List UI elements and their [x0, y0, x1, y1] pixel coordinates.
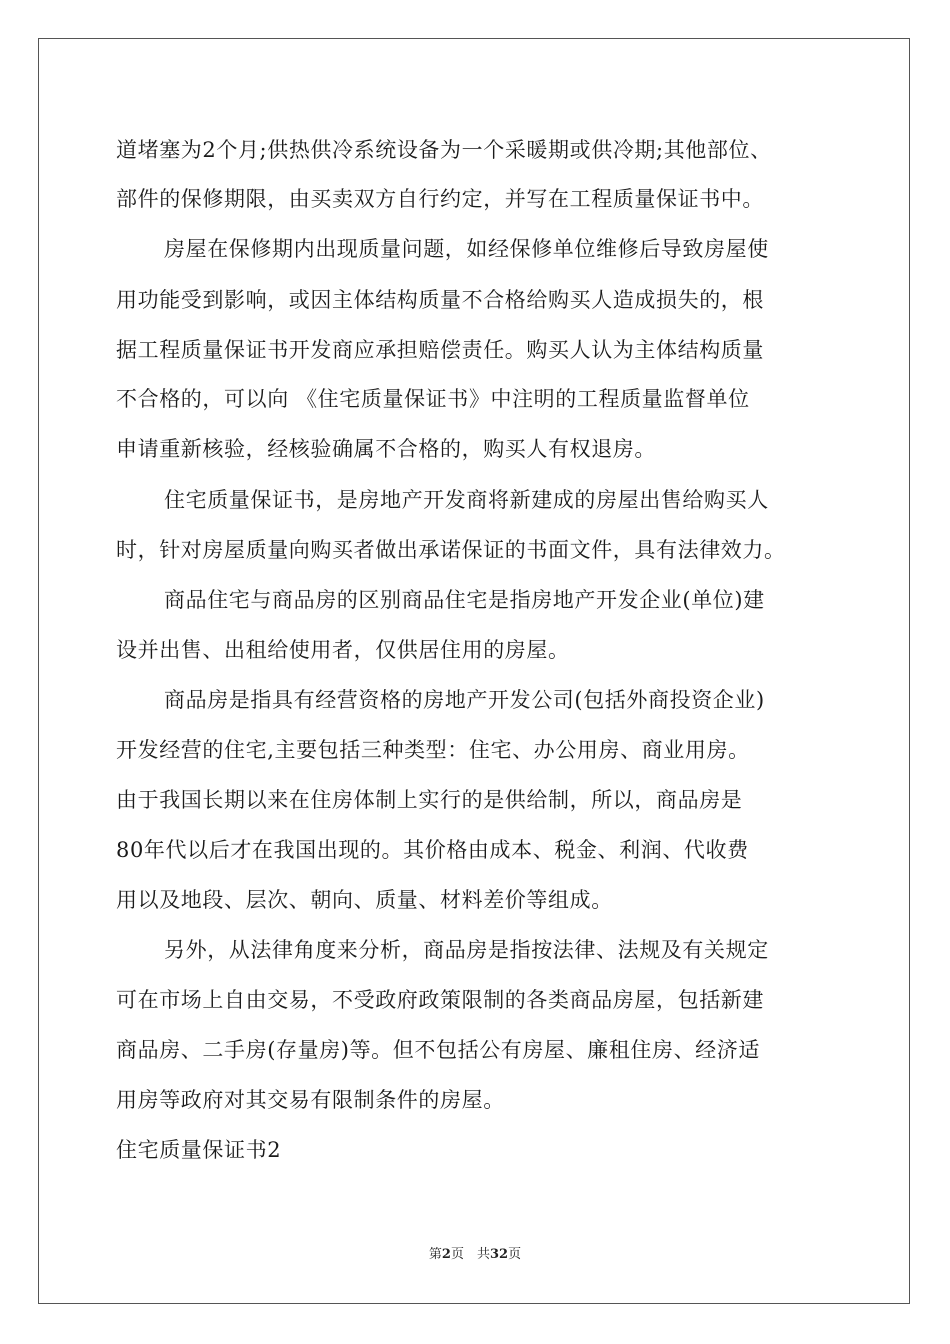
- text-line: 用房等政府对其交易有限制条件的房屋。: [116, 1088, 505, 1112]
- page-mid: 页 共: [450, 1247, 490, 1262]
- page-prefix: 第: [428, 1247, 442, 1262]
- text-line: 开发经营的住宅,主要包括三种类型：住宅、办公用房、商业用房。: [116, 738, 750, 762]
- page-suffix: 页: [508, 1247, 522, 1262]
- text-line: 可在市场上自由交易，不受政府政策限制的各类商品房屋，包括新建: [116, 988, 764, 1012]
- text-line: 商品房、二手房(存量房)等。但不包括公有房屋、廉租住房、经济适: [116, 1038, 760, 1062]
- text-line: 道堵塞为2个月;供热供冷系统设备为一个采暖期或供冷期;其他部位、: [116, 138, 772, 162]
- paragraph-start: 房屋在保修期内出现质量问题，如经保修单位维修后导致房屋使: [164, 237, 769, 261]
- text-line: 由于我国长期以来在住房体制上实行的是供给制，所以，商品房是: [116, 788, 743, 812]
- section-heading: 住宅质量保证书2: [116, 1138, 282, 1162]
- text-line: 80年代以后才在我国出现的。其价格由成本、税金、利润、代收费: [116, 838, 749, 862]
- page-border: [38, 38, 910, 1304]
- paragraph-start: 商品房是指具有经营资格的房地产开发公司(包括外商投资企业): [164, 688, 765, 712]
- text-line: 用功能受到影响，或因主体结构质量不合格给购买人造成损失的，根: [116, 288, 764, 312]
- text-line: 时，针对房屋质量向购买者做出承诺保证的书面文件，具有法律效力。: [116, 538, 786, 562]
- page-number-current: 2: [441, 1247, 451, 1262]
- page-footer: [0, 1247, 950, 1263]
- text-line: 用以及地段、层次、朝向、质量、材料差价等组成。: [116, 888, 613, 912]
- text-line: 部件的保修期限，由买卖双方自行约定，并写在工程质量保证书中。: [116, 187, 764, 211]
- page-number-total: 32: [489, 1247, 509, 1262]
- paragraph-start: 另外，从法律角度来分析，商品房是指按法律、法规及有关规定: [164, 938, 769, 962]
- text-line: 不合格的，可以向 《住宅质量保证书》中注明的工程质量监督单位: [116, 387, 750, 411]
- text-line: 据工程质量保证书开发商应承担赔偿责任。购买人认为主体结构质量: [116, 338, 764, 362]
- text-line: 申请重新核验，经核验确属不合格的，购买人有权退房。: [116, 437, 656, 461]
- paragraph-start: 商品住宅与商品房的区别商品住宅是指房地产开发企业(单位)建: [164, 588, 765, 612]
- text-line: 设并出售、出租给使用者，仅供居住用的房屋。: [116, 638, 570, 662]
- paragraph-start: 住宅质量保证书，是房地产开发商将新建成的房屋出售给购买人: [164, 488, 769, 512]
